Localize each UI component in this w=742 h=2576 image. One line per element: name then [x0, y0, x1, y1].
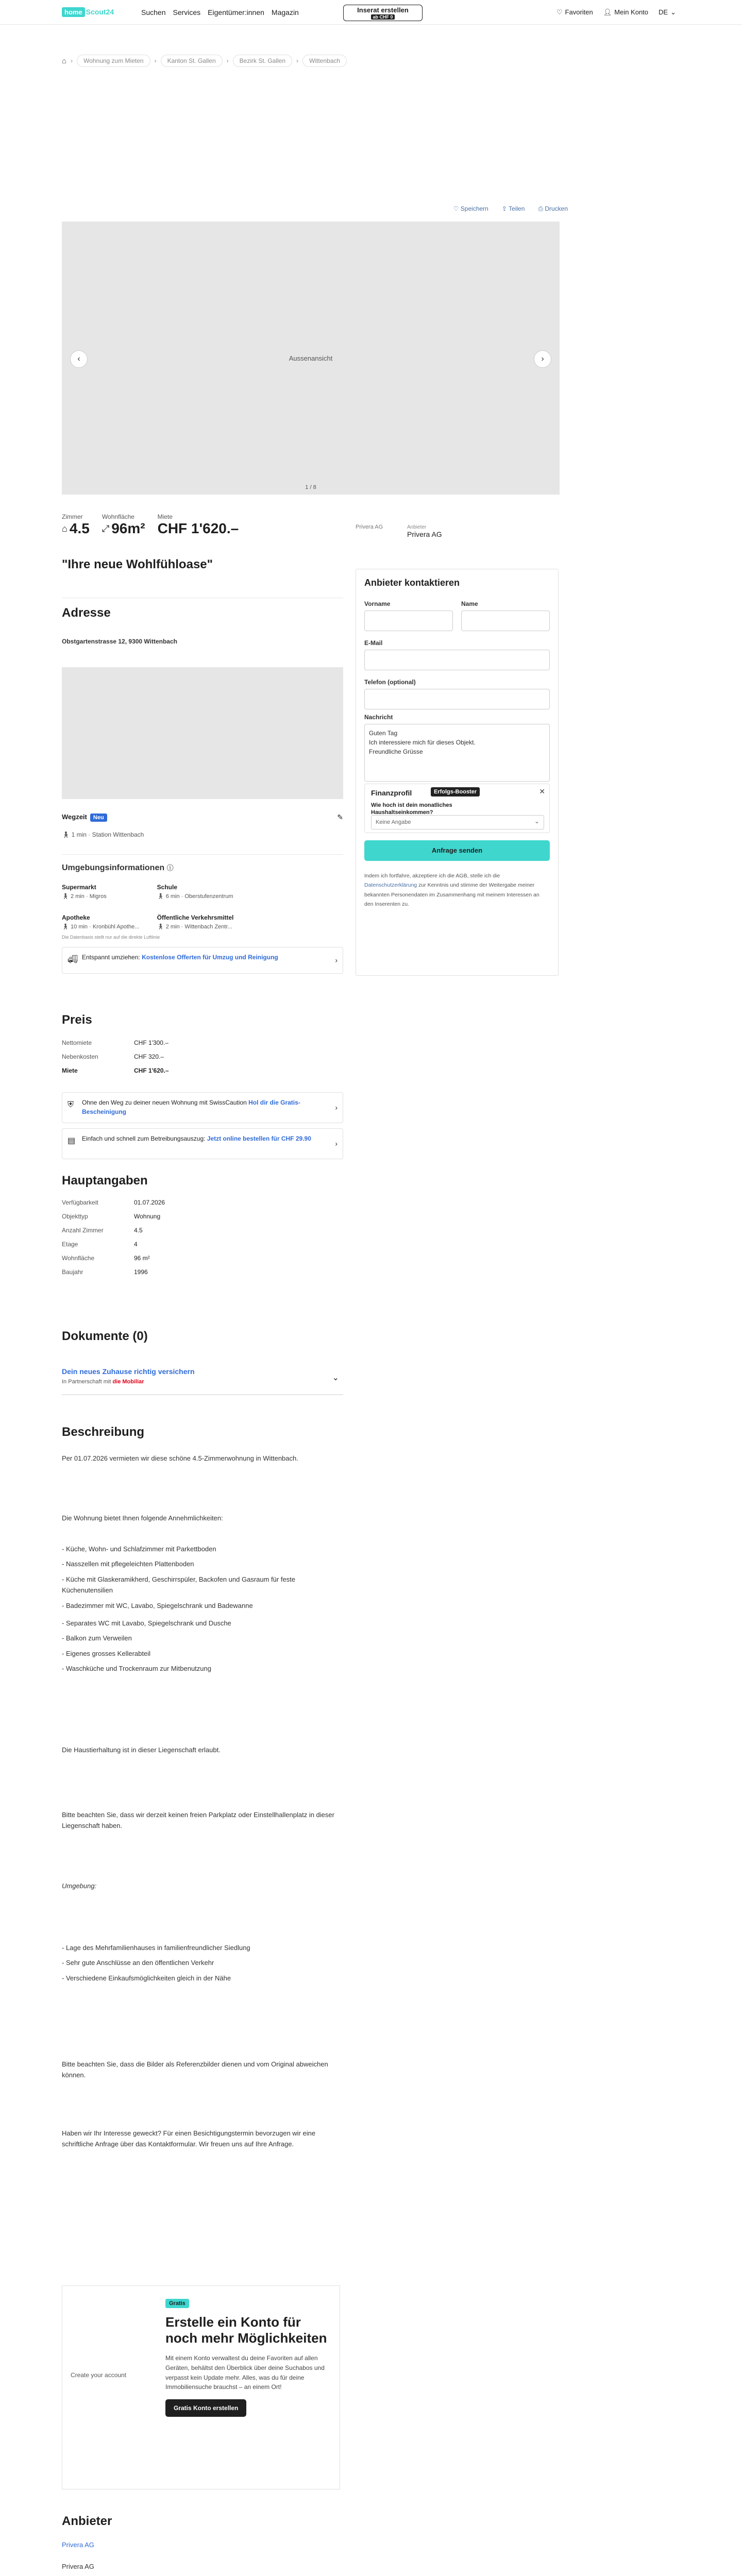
- provider-logo-text: Privera AG: [356, 524, 383, 530]
- description-p5: Umgebung:: [62, 1882, 97, 1890]
- heart-icon: ♡: [453, 205, 461, 212]
- insurance-teaser[interactable]: [62, 1362, 343, 1395]
- area-icon: ⤢: [102, 523, 110, 534]
- finance-badge: Erfolgs-Booster: [431, 787, 480, 796]
- fact-rent-label: Miete: [157, 513, 173, 520]
- description-list-item: - Verschiedene Einkaufsmöglichkeiten gleich in der Nähe: [62, 1974, 231, 1982]
- divider: [62, 854, 343, 855]
- edit-icon[interactable]: ✎: [337, 813, 343, 821]
- commute-label: Wegzeit: [62, 813, 87, 821]
- detail-key: Anzahl Zimmer: [62, 1226, 104, 1234]
- price-key: Nebenkosten: [62, 1053, 98, 1060]
- poi-item: [62, 884, 153, 900]
- poi-detail: 6 min · Oberstufenzentrum: [165, 893, 233, 900]
- documents-title: Dokumente (0): [62, 1329, 148, 1343]
- new-badge: Neu: [90, 814, 107, 822]
- last-name-input[interactable]: [461, 611, 550, 631]
- walk-icon: 🚶︎: [157, 893, 166, 900]
- image-gallery[interactable]: [62, 222, 560, 495]
- description-p6: Bitte beachten Sie, dass die Bilder als Referenzbilder dienen und vom Original abweichen können.: [62, 2060, 328, 2079]
- listing-slogan: "Ihre neue Wohlfühloase": [62, 557, 213, 571]
- fact-area: [102, 513, 145, 537]
- finance-question: Wie hoch ist dein monatliches Haushaltseinkommen?: [371, 802, 452, 816]
- price-value: CHF 1'300.–: [134, 1039, 168, 1046]
- description-p7: Haben wir Ihr Interesse geweckt? Für einen Besichtigungstermin bevorzugen wir eine schriftliche Anfrage über das Kontaktformular. Wir freuen uns auf Ihre Anfrage.: [62, 2129, 316, 2148]
- privacy-link[interactable]: Datenschutzerklärung: [364, 882, 417, 889]
- print-label: Drucken: [545, 205, 568, 212]
- account-promo-card: [62, 2285, 340, 2489]
- description-list-item: - Sehr gute Anschlüsse an den öffentlichen Verkehr: [62, 1959, 214, 1967]
- close-icon[interactable]: ✕: [539, 787, 545, 795]
- heart-icon: ♡: [556, 8, 563, 16]
- logo-box: home: [62, 7, 85, 17]
- gallery-actions: [453, 205, 568, 213]
- poi-title: Schule: [157, 884, 178, 891]
- create-listing-label: Inserat erstellen: [357, 6, 409, 14]
- description-list-item: - Lage des Mehrfamilienhauses in familienfreundlicher Siedlung: [62, 1944, 250, 1952]
- poi-title: Öffentliche Verkehrsmittel: [157, 914, 234, 921]
- breadcrumb-item[interactable]: Wittenbach: [302, 55, 347, 67]
- favorites-label: Favoriten: [565, 8, 593, 16]
- detail-key: Verfügbarkeit: [62, 1198, 98, 1206]
- main-details-table: [62, 1195, 343, 1279]
- moving-offer-text: Entspannt umziehen:: [82, 954, 140, 961]
- chevron-right-icon: ›: [335, 1103, 338, 1112]
- map[interactable]: [62, 667, 343, 799]
- fact-area-value: 96m²: [111, 520, 145, 536]
- detail-value: 4: [134, 1240, 138, 1248]
- provider-summary: [407, 524, 442, 538]
- detail-row: [62, 1237, 343, 1251]
- top-navigation: [0, 0, 742, 25]
- insurance-sub-text: In Partnerschaft mit: [62, 1379, 111, 1385]
- poi-detail: 10 min · Kronbühl Apothe...: [71, 924, 140, 930]
- share-button[interactable]: [502, 205, 525, 213]
- breadcrumb-item[interactable]: Kanton St. Gallen: [161, 55, 223, 67]
- detail-value: Wohnung: [134, 1212, 161, 1220]
- email-label: E-Mail: [364, 639, 383, 647]
- create-account-button[interactable]: Gratis Konto erstellen: [165, 2399, 246, 2417]
- description-p1: Per 01.07.2026 vermieten wir diese schöne 4.5-Zimmerwohnung in Wittenbach.: [62, 1454, 298, 1462]
- user-icon: 👤︎: [603, 8, 612, 16]
- account-link[interactable]: [603, 8, 648, 16]
- description-list3: [62, 1942, 340, 1984]
- provider-address: [62, 2561, 343, 2576]
- account-title: Erstelle ein Konto für noch mehr Möglichkeiten: [165, 2314, 327, 2346]
- save-button[interactable]: [453, 205, 488, 213]
- surroundings-note: Die Datenbasis stellt nur auf die direkte Luftlinie: [62, 935, 160, 940]
- submit-request-button[interactable]: Anfrage senden: [364, 840, 550, 861]
- email-input[interactable]: [364, 650, 550, 670]
- chevron-right-icon: ›: [335, 1139, 338, 1148]
- description-list-item: - Eigenes grosses Kellerabteil: [62, 1649, 150, 1657]
- detail-value: 4.5: [134, 1226, 143, 1234]
- fact-rent-value: CHF 1'620.–: [157, 520, 239, 536]
- shield-icon: ⛨: [68, 1100, 74, 1109]
- description-list-item: - Separates WC mit Lavabo, Spiegelschrank und Dusche: [62, 1619, 231, 1627]
- price-title: Preis: [62, 1013, 92, 1027]
- chevron-right-icon: ›: [541, 354, 544, 363]
- detail-value: 96 m²: [134, 1254, 150, 1262]
- home-icon[interactable]: ⌂: [62, 56, 67, 65]
- chevron-down-icon: ⌄: [670, 8, 676, 16]
- walk-icon: 🚶︎: [157, 924, 166, 930]
- fact-rent: [158, 513, 239, 537]
- gallery-next-button[interactable]: [534, 350, 551, 368]
- nav-owners[interactable]: Eigentümer:innen: [208, 8, 264, 16]
- walk-icon: 🚶︎: [62, 831, 72, 838]
- swisscaution-link[interactable]: Hol dir die Gratis-Bescheinigung: [82, 1099, 300, 1115]
- account-content: [165, 2298, 330, 2417]
- detail-key: Wohnfläche: [62, 1254, 95, 1262]
- info-icon[interactable]: ⓘ: [166, 864, 174, 872]
- description-list2: [62, 1618, 340, 1674]
- detail-row: [62, 1251, 343, 1265]
- message-label: Nachricht: [364, 714, 393, 721]
- provider-street: [62, 2573, 343, 2576]
- header-actions: [556, 8, 676, 16]
- debt-extract-text: Einfach und schnell zum Betreibungsauszug:: [82, 1135, 206, 1142]
- provider-summary-label: Anbieter: [407, 524, 427, 530]
- language-label: DE: [659, 8, 668, 16]
- detail-row: [62, 1265, 343, 1279]
- detail-row: [62, 1195, 343, 1209]
- address-title: Adresse: [62, 606, 111, 620]
- printer-icon: ⎙: [538, 205, 545, 212]
- chevron-right-icon: ›: [154, 57, 157, 64]
- price-table: [62, 1036, 343, 1077]
- favorites-link[interactable]: [556, 8, 593, 16]
- insurance-sub: [62, 1379, 144, 1385]
- detail-value: 1996: [134, 1268, 148, 1276]
- description-list1: [62, 1544, 340, 1611]
- save-label: Speichern: [460, 205, 488, 212]
- finance-profile-box: [364, 784, 550, 833]
- insurance-title: Dein neues Zuhause richtig versichern: [62, 1367, 195, 1376]
- walk-icon: 🚶︎: [62, 924, 71, 930]
- description-title: Beschreibung: [62, 1425, 145, 1439]
- poi-title: Apotheke: [62, 914, 90, 921]
- poi-item: [157, 914, 248, 930]
- chevron-right-icon: ›: [71, 57, 73, 64]
- debt-extract-box[interactable]: [62, 1128, 343, 1159]
- income-select[interactable]: Keine Angabe ⌄: [371, 815, 544, 829]
- provider-summary-name: Privera AG: [407, 530, 442, 538]
- commute-row: [62, 813, 343, 838]
- description-list-item: - Küche, Wohn- und Schlafzimmer mit Parkettboden: [62, 1545, 216, 1553]
- message-textarea[interactable]: Guten Tag Ich interessiere mich für dieses Objekt. Freundliche Grüsse: [364, 724, 550, 782]
- provider-name: Privera AG: [62, 2563, 94, 2570]
- price-key: Nettomiete: [62, 1039, 92, 1046]
- chevron-right-icon: ›: [226, 57, 229, 64]
- price-value: CHF 1'620.–: [134, 1066, 169, 1074]
- first-name-label: Vorname: [364, 600, 391, 607]
- swisscaution-box[interactable]: [62, 1092, 343, 1123]
- detail-key: Baujahr: [62, 1268, 83, 1276]
- contact-title: Anbieter kontaktieren: [364, 578, 460, 588]
- price-row: [62, 1036, 343, 1049]
- moving-offer-link[interactable]: Kostenlose Offerten für Umzug und Reinigung: [142, 954, 278, 961]
- detail-key: Etage: [62, 1240, 78, 1248]
- key-facts: [62, 513, 239, 537]
- nav-search[interactable]: Suchen: [141, 8, 166, 16]
- price-key: Miete: [62, 1066, 78, 1074]
- provider-logo[interactable]: [356, 523, 383, 530]
- description-list-item: - Balkon zum Verweilen: [62, 1634, 132, 1642]
- description-list-item: - Küche mit Glaskeramikherd, Geschirrspüler, Backofen und Gasraum für feste Küchenutensilien: [62, 1575, 296, 1595]
- provider-title: Anbieter: [62, 2514, 112, 2528]
- detail-key: Objekttyp: [62, 1212, 88, 1220]
- legal-text-start: Indem ich fortfahre, akzeptiere ich die AGB, stelle ich die: [364, 873, 500, 879]
- main-nav: [141, 8, 299, 16]
- legal-text: [364, 871, 550, 909]
- free-badge: Gratis: [165, 2299, 189, 2308]
- language-selector[interactable]: [659, 8, 676, 16]
- poi-item: [157, 884, 248, 900]
- poi-item: [252, 914, 343, 930]
- site-logo[interactable]: [62, 7, 129, 18]
- mobiliar-logo: die Mobiliar: [112, 1379, 144, 1385]
- main-details-title: Hauptangaben: [62, 1174, 148, 1188]
- poi-item: [62, 914, 153, 930]
- document-icon: ▤: [68, 1137, 76, 1145]
- first-name-input[interactable]: [364, 611, 453, 631]
- description-list-item: - Waschküche und Trockenraum zur Mitbenutzung: [62, 1665, 211, 1673]
- address-line[interactable]: Obstgartenstrasse 12, 9300 Wittenbach: [62, 638, 177, 645]
- poi-detail: 2 min · Migros: [71, 893, 107, 900]
- description-list-item: - Badezimmer mit WC, Lavabo, Spiegelschrank und Badewanne: [62, 1601, 253, 1609]
- share-label: Teilen: [509, 205, 525, 212]
- breadcrumb-item[interactable]: Wohnung zum Mieten: [77, 55, 150, 67]
- breadcrumb-item[interactable]: Bezirk St. Gallen: [233, 55, 292, 67]
- legal-text-rest: zur Kenntnis und stimme der Weitergabe meiner bekannten Personendaten im Zusammenhang mit meinem Interessen an den Inserenten zu.: [364, 882, 539, 908]
- description-p4: Bitte beachten Sie, dass wir derzeit keinen freien Parkplatz oder Einstellhallenplatz in dieser Liegenschaft haben.: [62, 1811, 334, 1830]
- price-value: CHF 320.–: [134, 1053, 164, 1060]
- account-text: Mit einem Konto verwaltest du deine Favoriten auf allen Geräten, behältst den Überblick über deine Suchabos und verpasst kein Update mehr. Alles, was du für deine Immobiliensuche brauchst – an einem Ort!: [165, 2354, 325, 2391]
- price-row: [62, 1049, 343, 1063]
- description-list-item: - Nasszellen mit pflegeleichten Plattenboden: [62, 1560, 194, 1568]
- finance-title: Finanzprofil: [371, 789, 412, 797]
- detail-value: 01.07.2026: [134, 1198, 165, 1206]
- poi-title: Supermarkt: [62, 884, 96, 891]
- create-listing-price: ab CHF 0: [371, 14, 394, 20]
- poi-detail: 2 min · Wittenbach Zentr...: [165, 924, 232, 930]
- contact-form: [356, 569, 559, 976]
- chevron-left-icon: ‹: [77, 354, 80, 363]
- fact-rooms-value: 4.5: [69, 520, 90, 536]
- description-p3: Die Haustierhaltung ist in dieser Liegenschaft erlaubt.: [62, 1746, 221, 1754]
- poi-item: [252, 884, 343, 900]
- account-illustration: Create your account: [71, 2371, 127, 2379]
- detail-row: [62, 1209, 343, 1223]
- description-p2: Die Wohnung bietet Ihnen folgende Annehmlichkeiten:: [62, 1514, 223, 1522]
- chevron-right-icon: ›: [335, 956, 338, 964]
- account-label: Mein Konto: [614, 8, 649, 16]
- truck-icon: 🚚︎: [68, 955, 78, 964]
- print-button[interactable]: [538, 205, 568, 213]
- breadcrumb: [62, 55, 347, 67]
- nav-services[interactable]: Services: [173, 8, 201, 16]
- create-listing-button[interactable]: [343, 5, 423, 21]
- fact-rooms-label: Zimmer: [62, 513, 83, 520]
- debt-extract-link[interactable]: Jetzt online bestellen für CHF 29.90: [207, 1135, 311, 1142]
- fact-rooms: [62, 513, 90, 537]
- last-name-label: Name: [461, 600, 478, 607]
- share-icon: ⇪: [501, 205, 509, 212]
- phone-input[interactable]: [364, 689, 550, 709]
- provider-logo-text[interactable]: Privera AG: [62, 2541, 94, 2549]
- commute-detail: 1 min · Station Wittenbach: [71, 831, 144, 838]
- poi-grid: [62, 884, 343, 930]
- logo-text: Scout24: [86, 8, 114, 16]
- price-row: [62, 1063, 343, 1077]
- bed-icon: ⌂: [62, 523, 68, 534]
- surroundings-title: [62, 861, 343, 875]
- gallery-counter: 1 / 8: [305, 484, 316, 490]
- phone-label: Telefon (optional): [364, 679, 416, 686]
- fact-area-label: Wohnfläche: [102, 513, 134, 520]
- gallery-image-label: Aussenansicht: [289, 354, 333, 362]
- swisscaution-text: Ohne den Weg zu deiner neuen Wohnung mit SwissCaution: [82, 1099, 247, 1106]
- nav-magazine[interactable]: Magazin: [271, 8, 299, 16]
- moving-offer-box[interactable]: [62, 947, 343, 974]
- chevron-right-icon: ›: [296, 57, 299, 64]
- chevron-down-icon: ⌄: [332, 1374, 339, 1382]
- detail-row: [62, 1223, 343, 1237]
- surroundings-title-text: Umgebungsinformationen: [62, 863, 165, 872]
- walk-icon: 🚶︎: [62, 893, 71, 900]
